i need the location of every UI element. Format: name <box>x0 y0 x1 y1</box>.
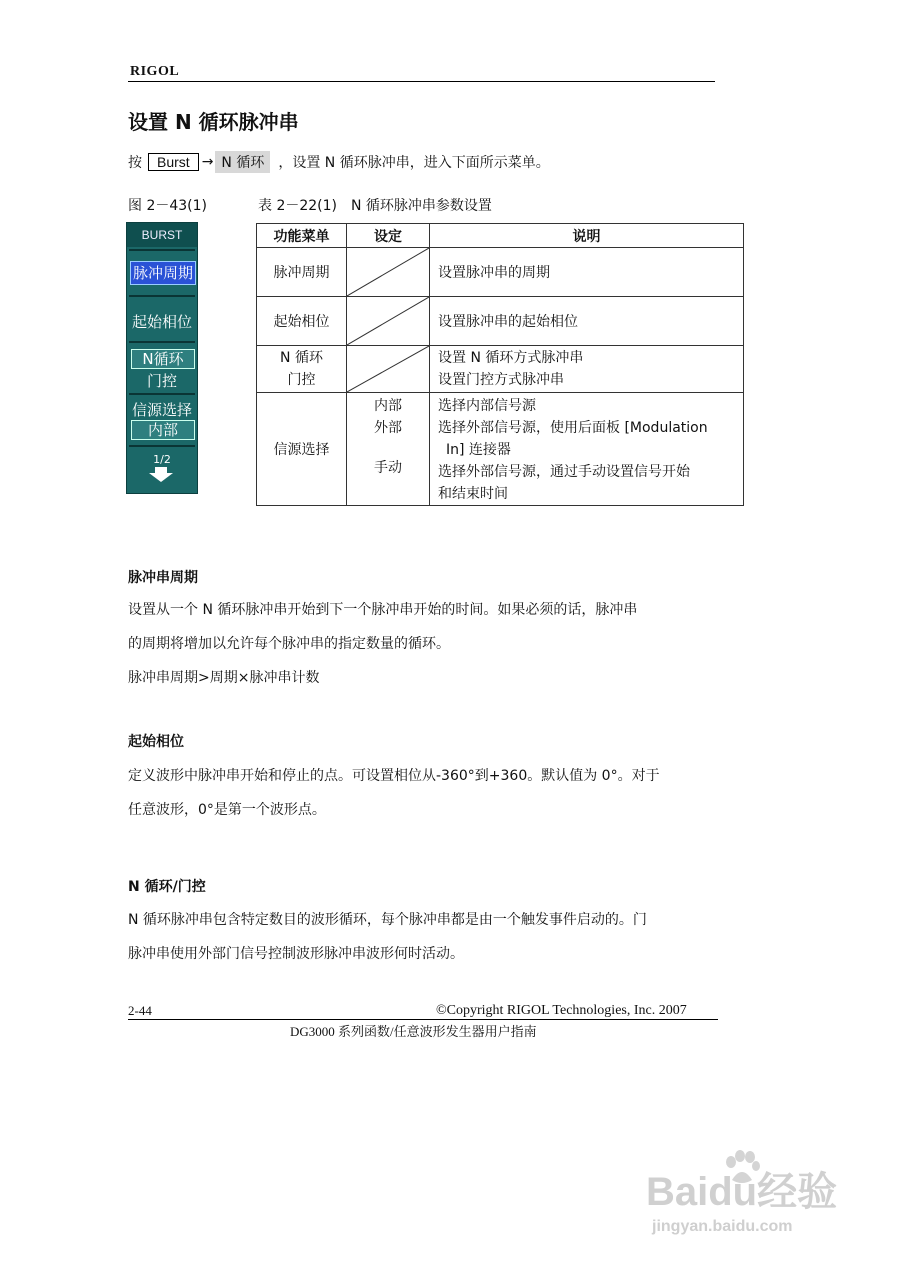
menu-item-start-phase: 起始相位 <box>131 313 192 331</box>
menu-item-burst-period: 脉冲周期 <box>130 261 196 285</box>
setting-spacer <box>355 439 421 457</box>
menu-divider <box>129 341 195 343</box>
burst-key: Burst <box>148 153 199 171</box>
intro-suffix: ，设置 N 循环脉冲串，进入下面所示菜单。 <box>278 155 550 171</box>
paragraph-line: 脉冲串周期>周期×脉冲串计数 <box>128 670 320 686</box>
table-cell-setting <box>347 297 430 346</box>
section-heading: 起始相位 <box>128 734 184 750</box>
menu-divider <box>129 393 195 395</box>
intro-line <box>128 151 550 173</box>
parameter-table <box>256 223 744 506</box>
desc-line: 和结束时间 <box>438 486 508 502</box>
table-cell-desc <box>430 346 744 393</box>
section-body <box>128 903 718 971</box>
setting-line: 手动 <box>374 460 402 476</box>
table-cell-desc: 设置脉冲串的周期 <box>430 248 744 297</box>
section-body <box>128 593 718 695</box>
paragraph-line: 的周期将增加以允许每个脉冲串的指定数量的循环。 <box>128 636 450 652</box>
watermark-url: jingyan.baidu.com <box>652 1218 793 1235</box>
menu-divider <box>129 295 195 297</box>
page-title: 设置 N 循环脉冲串 <box>128 110 299 134</box>
setting-line: 外部 <box>374 420 402 436</box>
menu-header: BURST <box>127 223 197 247</box>
footer-rule <box>128 1019 718 1020</box>
menu-page-indicator: 1/2 <box>153 453 171 466</box>
desc-line: In] 连接器 <box>446 442 511 458</box>
table-cell-menu: 信源选择 <box>257 393 347 506</box>
section-body <box>128 759 718 827</box>
figure-caption: 图 2－43(1) <box>128 198 208 214</box>
header-rule <box>128 81 715 82</box>
down-arrow-icon <box>149 473 173 482</box>
paragraph-line: N 循环脉冲串包含特定数目的波形循环，每个脉冲串都是由一个触发事件启动的。门 <box>128 912 647 928</box>
paragraph-line: 定义波形中脉冲串开始和停止的点。可设置相位从-360°到+360。默认值为 0°。对于 <box>128 768 660 784</box>
page-number: 2-44 <box>128 1003 152 1018</box>
table-row <box>257 346 744 393</box>
section-heading: N 循环/门控 <box>128 879 206 895</box>
table-row <box>257 393 744 506</box>
baidu-watermark <box>640 1150 860 1250</box>
desc-line: 设置 N 循环方式脉冲串 <box>438 350 584 366</box>
watermark-logo: Baidu经验 <box>646 1170 838 1214</box>
table-cell-desc: 设置脉冲串的起始相位 <box>430 297 744 346</box>
desc-line: 选择外部信号源，使用后面板 [Modulation <box>438 420 708 436</box>
menu-item-ncycle: N循环 <box>131 349 195 369</box>
table-cell-menu <box>257 346 347 393</box>
table-row <box>257 297 744 346</box>
table-cell-setting <box>347 248 430 297</box>
menu-item-gated: 门控 <box>146 372 177 390</box>
table-header: 功能菜单 <box>257 224 347 248</box>
table-cell-setting <box>347 346 430 393</box>
table-header: 设定 <box>347 224 430 248</box>
section-heading: 脉冲串周期 <box>128 570 198 586</box>
table-cell-desc <box>430 393 744 506</box>
menu-divider <box>129 249 195 251</box>
table-row <box>257 248 744 297</box>
copyright: ©Copyright RIGOL Technologies, Inc. 2007 <box>436 1003 687 1018</box>
menu-item-source-internal: 内部 <box>131 420 195 440</box>
manual-title: DG3000 系列函数/任意波形发生器用户指南 <box>290 1024 537 1039</box>
diagonal-line <box>347 346 429 392</box>
burst-menu <box>126 222 198 494</box>
setting-line: 内部 <box>374 398 402 414</box>
table-caption: 表 2－22(1) N 循环脉冲串参数设置 <box>258 198 492 214</box>
desc-line: 选择内部信号源 <box>438 398 536 414</box>
arrow-icon: → <box>201 154 214 170</box>
table-header-row <box>257 224 744 248</box>
paragraph-line: 脉冲串使用外部门信号控制波形脉冲串波形何时活动。 <box>128 946 464 962</box>
intro-prefix: 按 <box>128 155 142 171</box>
paragraph-line: 任意波形，0°是第一个波形点。 <box>128 802 326 818</box>
table-cell-setting <box>347 393 430 506</box>
menu-line: N 循环 <box>280 350 323 366</box>
table-cell-menu: 脉冲周期 <box>257 248 347 297</box>
table-cell-menu: 起始相位 <box>257 297 347 346</box>
menu-line: 门控 <box>287 372 316 388</box>
table-header: 说明 <box>430 224 744 248</box>
menu-item-source-select: 信源选择 <box>131 401 192 419</box>
n-cycle-softkey: N 循环 <box>215 151 270 173</box>
brand-header: RIGOL <box>130 64 180 79</box>
desc-line: 设置门控方式脉冲串 <box>438 372 564 388</box>
paragraph-line: 设置从一个 N 循环脉冲串开始到下一个脉冲串开始的时间。如果必须的话，脉冲串 <box>128 602 638 618</box>
desc-line: 选择外部信号源，通过手动设置信号开始 <box>438 464 690 480</box>
diagonal-line <box>347 297 429 345</box>
diagonal-line <box>347 248 429 296</box>
menu-divider <box>129 445 195 447</box>
